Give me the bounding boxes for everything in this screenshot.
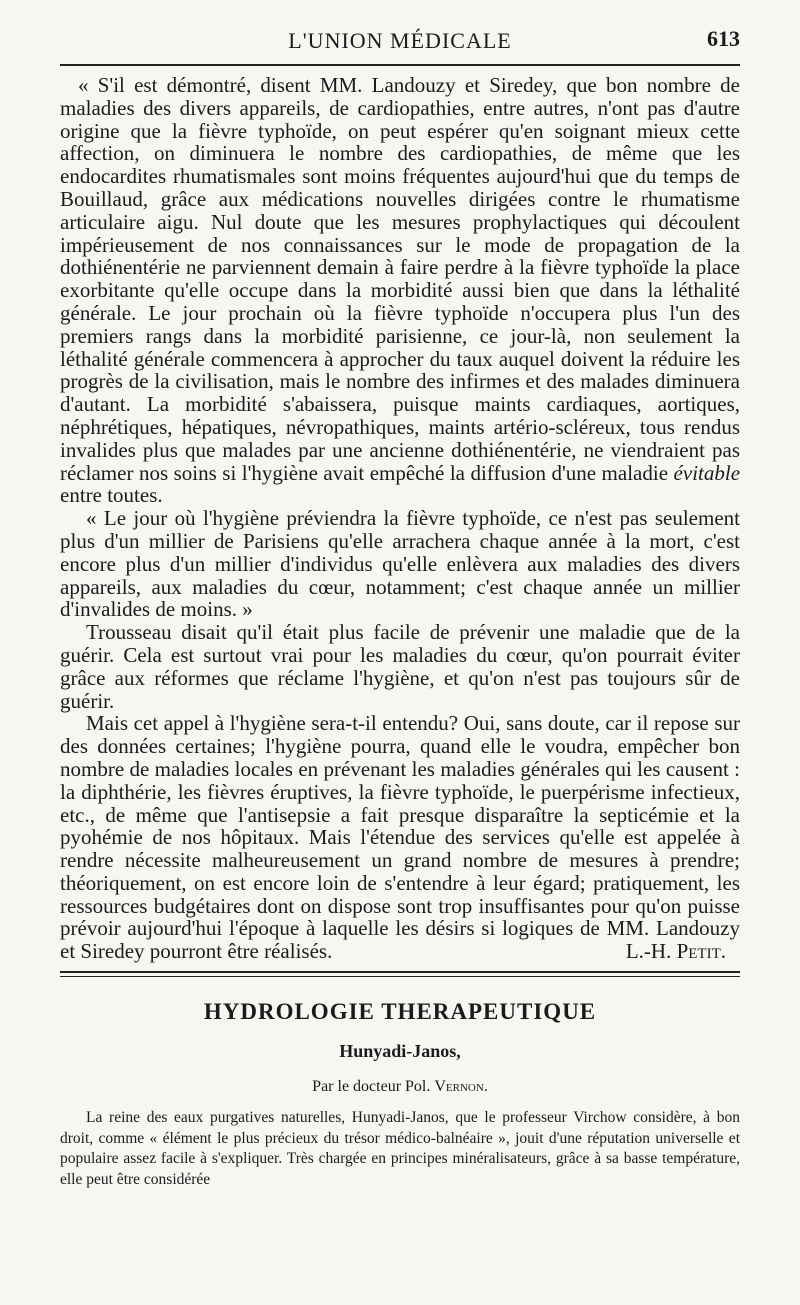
paragraph-quote-1-text: « S'il est démontré, disent MM. Landouzy et Siredey, que bon nombre de maladies des divers appareils, de cardiopathies, entre autres, n'ont pas d'autre origine que la fièvre typhoïde, on peut espérer qu'en soignant mieux cette affection, on diminuera le nombre des cardiopathies, de même que les endocardites rhumatismales sont moins fréquentes aujourd'hui que du temps de Bouillaud, grâce aux médications nouvelles dirigées contre le rhumatisme articulaire aigu. Nul doute que les mesures prophylactiques qui découlent impérieusement de nos connaissances sur le mode de propagation de la dothiénentérie ne parviennent demain à faire perdre à la fièvre typhoïde la place exorbitante qu'elle occupe dans la morbidité aussi bien que dans la léthalité générale. Le jour prochain où la fièvre typhoïde n'occupera plus l'un des premiers rangs dans la morbidité parisienne, ce jour-là, non seulement la léthalité générale commencera à approcher du taux auquel doivent la réduire les progrès de la civilisation, mais le nombre des infirmes et des malades diminuera d'autant. La morbidité s'abaissera, puisque maints cardiaques, aortiques, néphrétiques, hépatiques, névropathiques, maints artério-scléreux, tous rendus invalides plus que malades par une ancienne dothiénentérie, ne viendraient pas réclamer nos soins si l'hygiène avait empêché la diffusion d'une maladie <box>60 73 740 485</box>
section-divider <box>60 971 740 977</box>
journal-title: L'UNION MÉDICALE <box>288 28 512 53</box>
section-divider-thin <box>60 976 740 977</box>
page-number: 613 <box>707 26 740 51</box>
article-body <box>60 74 740 963</box>
italic-word: évitable <box>673 460 741 485</box>
byline-prefix: Par le docteur Pol. <box>312 1078 431 1096</box>
paragraph-conclusion-text: Mais cet appel à l'hygiène sera-t-il entendu? Oui, sans doute, car il repose sur des données certaines; l'hygiène pourra, quand elle le voudra, empêcher bon nombre de maladies locales en prévenant les maladies générales qui les causent : la diphthérie, les fièvres éruptives, la fièvre typhoïde, le puerpérisme infectieux, etc., de même que l'antisepsie a fait presque disparaître la septicémie et la pyohémie de nos hôpitaux. Mais l'étendue des services qu'elle est appelée à rendre nécessite malheureusement un grand nombre de mesures à prendre; théoriquement, on est encore loin de s'entendre à leur égard; pratiquement, les ressources budgétaires dont on dispose sont trop insuffisantes pour qu'on puisse prévoir aujourd'hui l'époque à laquelle les désirs si logiques de MM. Landouzy et Siredey pourront être réalisés. <box>60 711 740 964</box>
header-rule <box>60 64 740 66</box>
byline-author: Vernon. <box>434 1078 488 1096</box>
paragraph-trousseau: Trousseau disait qu'il était plus facile de prévenir une maladie que de la guérir. Cela est surtout vrai pour les maladies du cœur, qu'on pourrait éviter grâce aux réformes que réclame l'hygiène, et qu'on n'est pas toujours sûr de guérir. <box>60 620 740 713</box>
paragraph-quote-1-end: entre toutes. <box>60 483 163 508</box>
running-head <box>60 24 740 64</box>
section-subtitle: Hunyadi-Janos, <box>339 1041 461 1062</box>
signature-initials: L.-H. <box>625 939 672 964</box>
signature-surname: Petit. <box>676 939 726 964</box>
section-divider-thick <box>60 971 740 973</box>
section-byline <box>60 1078 740 1096</box>
paragraph-quote-1 <box>60 74 740 507</box>
section-paragraph: La reine des eaux purgatives naturelles, Hunyadi-Janos, que le professeur Virchow considère, à bon droit, comme « élément le plus précieux du trésor médico-balnéaire », jouit d'une réputation universelle et populaire assez facile à s'expliquer. Très chargée en principes minéralisateurs, grâce à sa basse température, elle peut être considérée <box>60 1109 740 1188</box>
section-title: HYDROLOGIE THERAPEUTIQUE <box>203 999 597 1025</box>
paragraph-conclusion <box>60 712 740 963</box>
paragraph-quote-2: « Le jour où l'hygiène préviendra la fièvre typhoïde, ce n'est pas seulement plus d'un millier de Parisiens qu'elle arrachera chaque année à la mort, c'est encore plus d'un millier d'individus qu'elle enlèvera aux maladies des divers appareils, aux maladies du cœur, notamment; c'est chaque année un millier d'invalides de moins. » <box>60 506 740 622</box>
section-body <box>60 1108 740 1190</box>
author-signature <box>600 940 726 963</box>
